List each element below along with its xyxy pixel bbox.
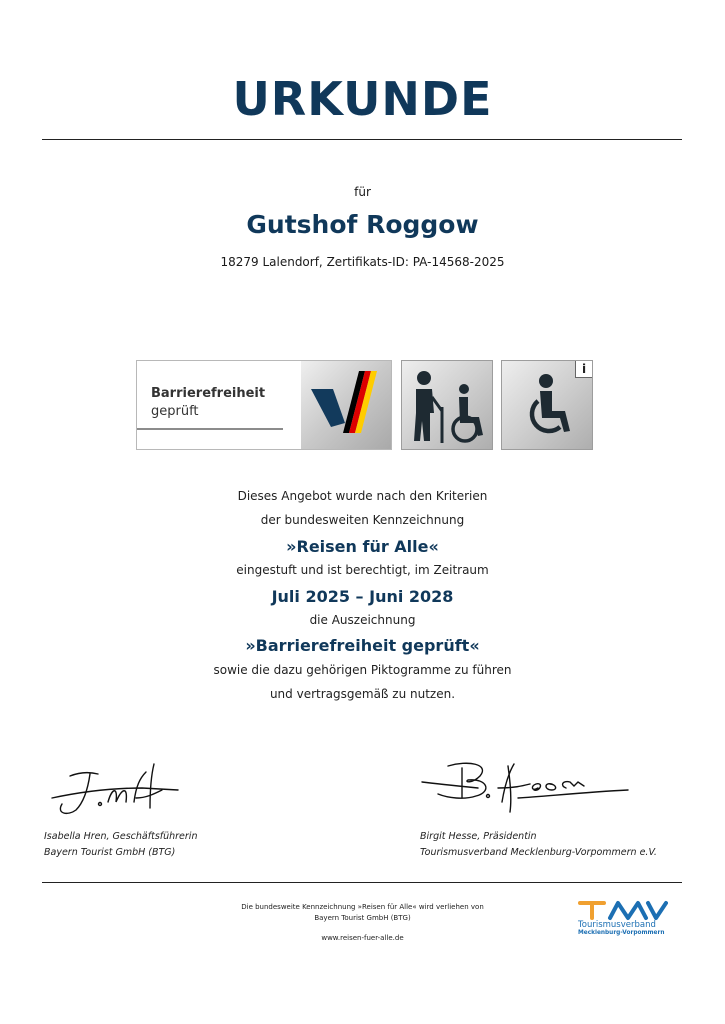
barrierefreiheit-logo [136,360,392,450]
top-divider [42,139,682,140]
recipient-address: 18279 Lalendorf, Zertifikats-ID: PA-14568-2025 [220,255,505,269]
wheelchair-icon [501,360,593,450]
info-icon: i [575,361,592,378]
bottom-divider [42,882,682,883]
footer-line-1: Die bundesweite Kennzeichnung »Reisen für Alle« wird verliehen von [241,903,484,911]
logo-text-line2: geprüft [151,404,199,419]
tmv-logo [578,898,668,943]
recipient-name: Gutshof Roggow [246,210,479,239]
statement-line-1: Dieses Angebot wurde nach den Kriterien [237,489,488,503]
walking-aid-icon [401,360,493,450]
page-title: URKUNDE [232,72,493,126]
statement-line-2: der bundesweiten Kennzeichnung [260,513,465,527]
signatory-left-name: Isabella Hren, Geschäftsführerin [44,831,198,842]
statement-line-6: und vertragsgemäß zu nutzen. [269,687,456,701]
signatory-right-name: Birgit Hesse, Präsidentin [420,831,537,842]
signatory-left-org: Bayern Tourist GmbH (BTG) [44,847,176,858]
logo-underline [137,428,283,430]
statement-line-3: eingestuft und ist berechtigt, im Zeitraum [236,563,489,577]
tmv-logo-text-1: Tourismusverband [578,920,656,930]
validity-period: Juli 2025 – Juni 2028 [271,587,454,606]
signatory-right-org: Tourismusverband Mecklenburg-Vorpommern e.V. [420,847,657,858]
for-label: für [354,185,371,199]
award-name: »Barrierefreiheit geprüft« [245,636,480,655]
statement-line-4: die Auszeichnung [309,613,416,627]
signature-right [418,758,638,818]
logo-text-line1: Barrierefreiheit [151,386,266,401]
program-name: »Reisen für Alle« [286,537,439,556]
tmv-logo-text-2: Mecklenburg-Vorpommern [578,930,665,936]
footer-url[interactable]: www.reisen-fuer-alle.de [321,934,404,942]
footer-line-2: Bayern Tourist GmbH (BTG) [314,914,411,922]
signature-left [50,758,190,828]
statement-line-5: sowie die dazu gehörigen Piktogramme zu führen [213,663,512,677]
checkmark-icon [301,361,391,449]
